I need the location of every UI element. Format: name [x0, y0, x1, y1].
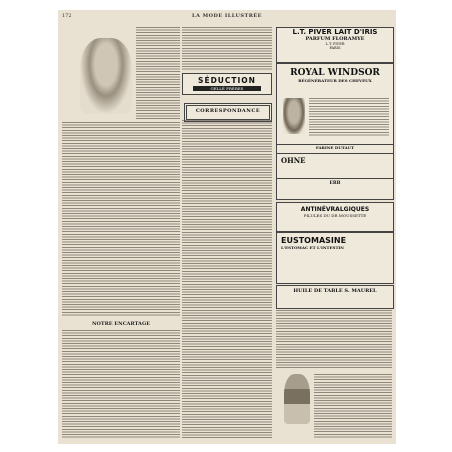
royal-windsor-tagline: RÉGÉNÉRATEUR DES CHEVEUX	[298, 78, 372, 83]
royal-windsor-brand: ROYAL WINDSOR	[290, 68, 380, 78]
correspondance-heading: CORRESPONDANCE	[195, 108, 261, 114]
piver-brand: L.T. PIVER LAIT D'IRIS	[292, 28, 378, 36]
eustomasine-brand: EUSTOMASINE	[281, 236, 347, 245]
page-header	[58, 13, 396, 21]
royal-windsor-portrait	[283, 98, 305, 134]
section-heading-encartage: NOTRE ENCARTAGE	[91, 321, 151, 327]
piver-city: PARIS	[329, 46, 341, 50]
antinevralgiques-ad	[276, 202, 394, 232]
page-number: 172	[62, 13, 72, 19]
erb-ad	[276, 178, 394, 200]
left-column-text-top	[136, 27, 180, 119]
left-column-text	[62, 122, 180, 316]
erb-brand: ERB	[329, 181, 341, 186]
dutaut-brand: FARINE DUTAUT	[315, 145, 355, 150]
piver-ad	[276, 27, 394, 63]
seduction-ad	[182, 73, 272, 95]
portrait-illustration	[80, 38, 132, 114]
right-column-text-bottom	[314, 374, 392, 438]
ohne-brand: OHNE	[281, 156, 306, 165]
newspaper-page	[58, 10, 396, 444]
royal-windsor-text	[309, 98, 389, 136]
left-column-text-bottom	[62, 330, 180, 438]
eustomasine-line: L'ESTOMAC ET L'INTESTIN	[281, 245, 344, 250]
piver-product: PARFUM FLORAMYE	[305, 36, 365, 42]
ohne-ad	[276, 153, 394, 179]
piver-maker: L.T. PIVER	[325, 42, 345, 46]
royal-windsor-ad	[276, 63, 394, 145]
fashion-figure-illustration	[284, 374, 310, 424]
antinevralgiques-brand: ANTINÉVRALGIQUES	[300, 206, 370, 213]
antinevralgiques-line: PILULES DU DR MOUSSETTE	[303, 213, 367, 218]
eustomasine-ad	[276, 232, 394, 284]
middle-column-text	[182, 120, 272, 438]
page-title: LA MODE ILLUSTRÉE	[192, 13, 262, 19]
huile-ad	[276, 285, 394, 309]
middle-column-text-top	[182, 27, 272, 71]
seduction-tagline: GELLÉ FRÈRES	[193, 86, 261, 91]
seduction-brand: SÉDUCTION	[198, 76, 256, 85]
huile-brand: HUILE DE TABLE S. MAUREL	[293, 288, 377, 294]
right-column-text	[276, 310, 392, 370]
